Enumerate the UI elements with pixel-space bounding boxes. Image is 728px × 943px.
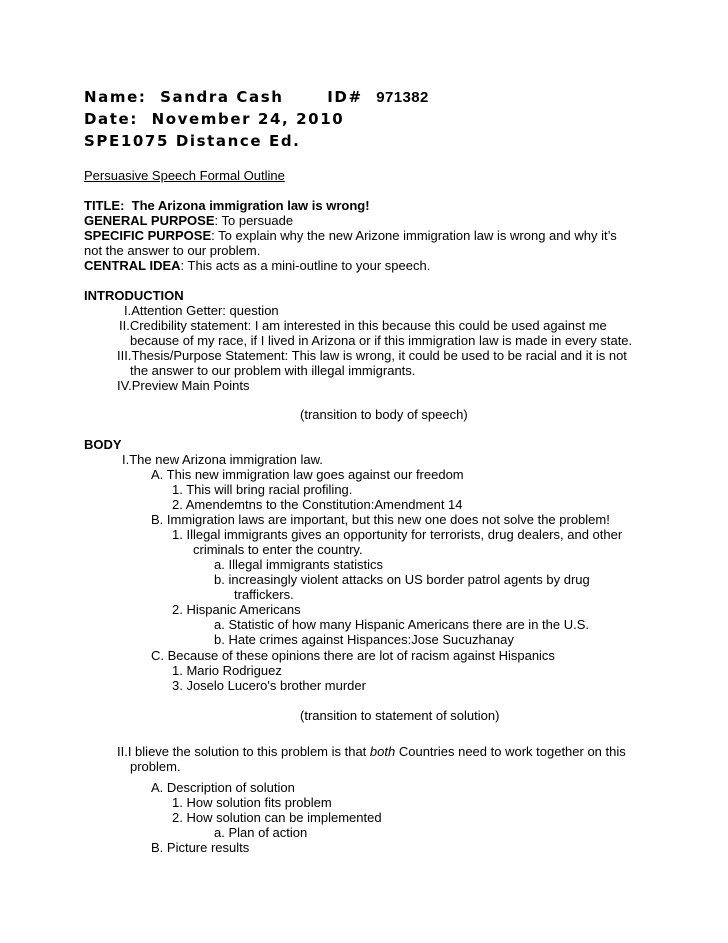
sub-subpoint: 2. Hispanic Americans — [172, 602, 301, 617]
specific-purpose-value: : To explain why the new Arizone immigration law is wrong and why it’s — [211, 228, 617, 243]
detail-point: a. Illegal immigrants statistics — [214, 557, 384, 572]
intro-item-cont: because of my race, if I lived in Arizona or if this immigration law is made in every state. — [130, 333, 633, 348]
specific-purpose-label: SPECIFIC PURPOSE — [84, 228, 212, 243]
central-idea-line — [84, 258, 430, 273]
subpoint: B. Immigration laws are important, but this new one does not solve the problem! — [151, 512, 610, 527]
body-main-point: I.The new Arizona immigration law. — [122, 452, 323, 467]
general-purpose-label: GENERAL PURPOSE — [84, 213, 215, 228]
main2-text: II.I blieve the solution to this problem is that — [117, 744, 370, 759]
sub-subpoint: 2. How solution can be implemented — [172, 810, 382, 825]
outline-heading: Persuasive Speech Formal Outline — [84, 168, 285, 183]
intro-item: III.Thesis/Purpose Statement: This law is wrong, it could be used to be racial and it is not — [117, 348, 627, 363]
body-main-point — [117, 744, 626, 759]
body-main-point-cont: problem. — [130, 759, 181, 774]
general-purpose-line — [84, 213, 293, 228]
name-value: Sandra Cash — [160, 88, 284, 106]
transition-to-solution: (transition to statement of solution) — [300, 708, 500, 723]
sub-subpoint: 2. Amendemtns to the Constitution:Amendment 14 — [172, 497, 463, 512]
sub-subpoint: 1. This will bring racial profiling. — [172, 482, 353, 497]
sub-subpoint: 1. How solution fits problem — [172, 795, 332, 810]
transition-to-body: (transition to body of speech) — [300, 407, 468, 422]
sub-subpoint: 3. Joselo Lucero's brother murder — [172, 678, 366, 693]
specific-purpose-line — [84, 228, 617, 243]
title-line: TITLE: The Arizona immigration law is wrong! — [84, 198, 370, 213]
id-value: 971382 — [376, 89, 429, 106]
central-idea-value: : This acts as a mini-outline to your speech. — [180, 258, 431, 273]
id-label: ID# — [327, 88, 363, 106]
detail-point: b. increasingly violent attacks on US border patrol agents by drug — [214, 572, 590, 587]
subpoint: B. Picture results — [151, 840, 250, 855]
subpoint: A. This new immigration law goes against our freedom — [151, 467, 464, 482]
course-line: SPE1075 Distance Ed. — [84, 132, 301, 150]
intro-item-cont: the answer to our problem with illegal immigrants. — [130, 363, 416, 378]
date-label: Date: — [84, 110, 138, 128]
general-purpose-value: : To persuade — [214, 213, 294, 228]
subpoint: C. Because of these opinions there are lot of racism against Hispanics — [151, 648, 555, 663]
name-line — [84, 88, 429, 106]
main2-emphasis: both — [369, 744, 396, 759]
intro-item: I.Attention Getter: question — [124, 303, 279, 318]
title-value: The Arizona immigration law is wrong! — [131, 198, 370, 213]
name-label: Name: — [84, 88, 147, 106]
detail-point: b. Hate crimes against Hispances:Jose Sucuzhanay — [214, 632, 514, 647]
subpoint: A. Description of solution — [151, 780, 295, 795]
title-label: TITLE — [84, 198, 121, 213]
sub-subpoint-cont: criminals to enter the country. — [193, 542, 363, 557]
specific-purpose-cont: not the answer to our problem. — [84, 243, 261, 258]
intro-item: II.Credibility statement: I am interested in this because this could be used against me — [119, 318, 607, 333]
detail-point-cont: traffickers. — [234, 587, 294, 602]
body-heading: BODY — [84, 437, 122, 452]
introduction-heading: INTRODUCTION — [84, 288, 184, 303]
detail-point: a. Plan of action — [214, 825, 308, 840]
sub-subpoint: 1. Mario Rodriguez — [172, 663, 282, 678]
detail-point: a. Statistic of how many Hispanic Americans there are in the U.S. — [214, 617, 590, 632]
date-value: November 24, 2010 — [151, 110, 345, 128]
sub-subpoint: 1. Illegal immigrants gives an opportunity for terrorists, drug dealers, and other — [172, 527, 623, 542]
intro-item: IV.Preview Main Points — [117, 378, 250, 393]
main2-text-end: Countries need to work together on this — [395, 744, 626, 759]
central-idea-label: CENTRAL IDEA — [84, 258, 181, 273]
date-line — [84, 110, 344, 128]
